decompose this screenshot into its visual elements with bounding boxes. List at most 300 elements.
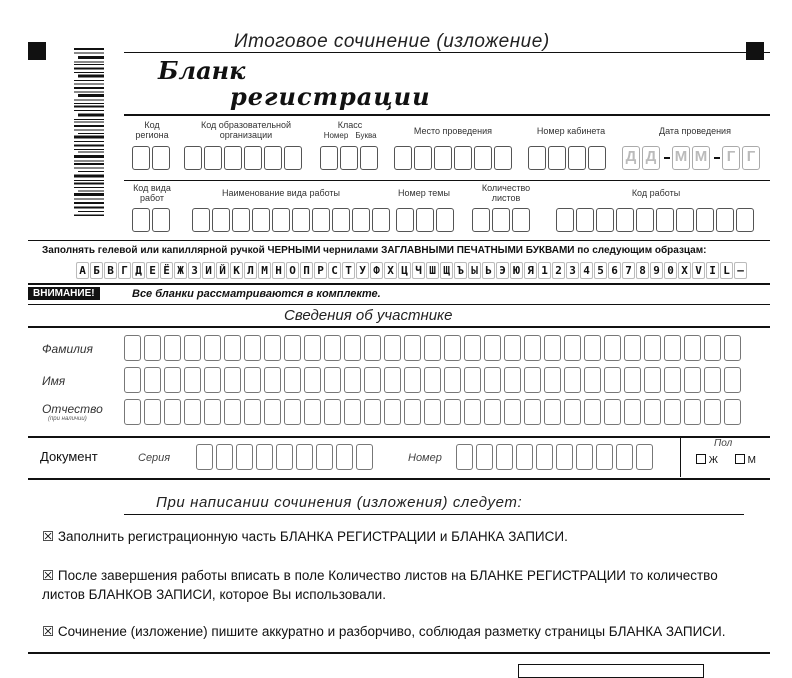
rule-text-3: Сочинение (изложение) пишите аккуратно и разборчиво, соблюдая разметку страницы БЛАНКА ЗАПИСИ. (57, 624, 726, 639)
field-cell[interactable] (132, 146, 150, 170)
topic-number-label: Номер темы (398, 188, 450, 198)
letter-cell[interactable] (684, 335, 701, 361)
barcode-bar (74, 175, 104, 178)
barcode-bar (74, 48, 104, 50)
barcode-bar (74, 87, 104, 89)
letter-cell[interactable] (316, 444, 333, 470)
field-cell[interactable] (434, 146, 452, 170)
barcode-bar (74, 53, 104, 54)
letter-cell[interactable] (564, 335, 581, 361)
letter-cell[interactable] (684, 367, 701, 393)
fields-rule (124, 180, 770, 181)
letter-cell[interactable] (564, 399, 581, 425)
sample-char: X (678, 262, 691, 279)
field-cell[interactable] (204, 146, 222, 170)
letter-cell[interactable] (244, 335, 261, 361)
barcode-bar (74, 180, 104, 181)
letter-cell[interactable] (596, 444, 613, 470)
sample-char: Н (272, 262, 285, 279)
letter-cell[interactable] (304, 399, 321, 425)
letter-cell[interactable] (484, 399, 501, 425)
letter-cell[interactable] (624, 335, 641, 361)
date-cell[interactable]: Г (722, 146, 740, 170)
letter-cell[interactable] (324, 399, 341, 425)
field-cell[interactable] (696, 208, 714, 232)
letter-cell[interactable] (256, 444, 273, 470)
sample-char: Ь (482, 262, 495, 279)
surname-cells[interactable] (124, 335, 741, 361)
barcode (74, 48, 104, 216)
gender-male-label: М (747, 455, 756, 466)
field-cell[interactable] (436, 208, 454, 232)
corner-marker-left (28, 42, 46, 60)
field-cell[interactable] (224, 146, 242, 170)
letter-cell[interactable] (204, 335, 221, 361)
attention-text: Все бланки рассматриваются в комплекте. (132, 288, 381, 300)
field-cell[interactable] (512, 208, 530, 232)
letter-cell[interactable] (276, 444, 293, 470)
letter-cell[interactable] (444, 335, 461, 361)
barcode-bar (78, 191, 104, 192)
sample-char: 0 (664, 262, 677, 279)
number-cells[interactable] (456, 444, 653, 470)
field-cell[interactable] (292, 208, 310, 232)
sample-char: В (104, 262, 117, 279)
field-cell[interactable] (360, 146, 378, 170)
barcode-bar (78, 75, 104, 78)
letter-cell[interactable] (284, 367, 301, 393)
letter-cell[interactable] (724, 335, 741, 361)
sample-char: 4 (580, 262, 593, 279)
work-kind-name-label: Наименование вида работы (221, 188, 341, 198)
letter-cell[interactable] (516, 444, 533, 470)
letter-cell[interactable] (384, 335, 401, 361)
field-cell[interactable] (212, 208, 230, 232)
field-cell[interactable] (588, 146, 606, 170)
field-cell[interactable] (736, 208, 754, 232)
rules-heading: При написании сочинения (изложения) следует: (156, 494, 523, 511)
field-cell[interactable] (352, 208, 370, 232)
heading-rule (124, 114, 770, 116)
letter-cell[interactable] (324, 367, 341, 393)
sample-char: И (202, 262, 215, 279)
letter-cell[interactable] (424, 367, 441, 393)
letter-cell[interactable] (404, 367, 421, 393)
barcode-bar (74, 136, 104, 139)
field-cell[interactable] (472, 208, 490, 232)
letter-cell[interactable] (184, 335, 201, 361)
org-code-label: Код образовательной организации (200, 120, 292, 140)
letter-cell[interactable] (296, 444, 313, 470)
letter-cell[interactable] (624, 367, 641, 393)
sample-char: 6 (608, 262, 621, 279)
letter-cell[interactable] (524, 367, 541, 393)
field-cell[interactable] (284, 146, 302, 170)
letter-cell[interactable] (364, 335, 381, 361)
field-cell[interactable] (272, 208, 290, 232)
date-cell[interactable]: Г (742, 146, 760, 170)
registration-word: регистрации (230, 82, 431, 111)
field-cell[interactable] (244, 146, 262, 170)
letter-cell[interactable] (576, 444, 593, 470)
field-cell[interactable] (372, 208, 390, 232)
date-cell[interactable]: М (672, 146, 690, 170)
sample-char: У (356, 262, 369, 279)
sample-char: 2 (552, 262, 565, 279)
place-label: Место проведения (413, 126, 493, 136)
field-cell[interactable] (192, 208, 210, 232)
barcode-bar (74, 64, 104, 65)
letter-cell[interactable] (304, 367, 321, 393)
letter-cell[interactable] (444, 399, 461, 425)
barcode-bar (74, 193, 104, 196)
barcode-bar (74, 84, 104, 85)
barcode-bar (74, 199, 104, 200)
letter-cell[interactable] (684, 399, 701, 425)
letter-cell[interactable] (544, 367, 561, 393)
field-cell[interactable] (340, 146, 358, 170)
barcode-bar (74, 103, 104, 104)
letter-cell[interactable] (636, 444, 653, 470)
work-kind-code-label: Код вида работ (133, 183, 171, 203)
field-cell[interactable] (636, 208, 654, 232)
letter-cell[interactable] (384, 399, 401, 425)
gender-female-label: Ж (708, 455, 719, 466)
sample-char: Д (132, 262, 145, 279)
barcode-bar (74, 72, 104, 73)
sample-char: Ч (412, 262, 425, 279)
letter-cell[interactable] (604, 399, 621, 425)
letter-cell[interactable] (556, 444, 573, 470)
sample-char: Я (524, 262, 537, 279)
sample-char: Ж (174, 262, 187, 279)
sample-char: К (230, 262, 243, 279)
name-cells[interactable] (124, 367, 741, 393)
letter-cell[interactable] (704, 367, 721, 393)
barcode-bar (78, 114, 104, 117)
sample-char: М (258, 262, 271, 279)
letter-cell[interactable] (284, 335, 301, 361)
room-label: Номер кабинета (536, 126, 606, 136)
sample-char: 9 (650, 262, 663, 279)
field-cell[interactable] (676, 208, 694, 232)
field-cell[interactable] (320, 146, 338, 170)
barcode-bar (78, 152, 104, 153)
sample-char: L (720, 262, 733, 279)
letter-cell[interactable] (144, 399, 161, 425)
field-cell[interactable] (396, 208, 414, 232)
sample-char: 1 (538, 262, 551, 279)
field-cell[interactable] (548, 146, 566, 170)
title-rule (124, 52, 770, 53)
barcode-bar (74, 141, 104, 142)
sample-char: Ы (468, 262, 481, 279)
sample-char: Щ (440, 262, 453, 279)
barcode-bar (74, 106, 104, 108)
date-separator (664, 157, 670, 159)
field-cell[interactable] (556, 208, 574, 232)
date-cell[interactable]: М (692, 146, 710, 170)
letter-cell[interactable] (464, 367, 481, 393)
letter-cell[interactable] (536, 444, 553, 470)
field-cell[interactable] (616, 208, 634, 232)
field-cell[interactable] (492, 208, 510, 232)
sample-char: О (286, 262, 299, 279)
barcode-bar (74, 145, 104, 147)
letter-cell[interactable] (336, 444, 353, 470)
date-cell[interactable]: Д (642, 146, 660, 170)
letter-cell[interactable] (224, 367, 241, 393)
letter-cell[interactable] (244, 399, 261, 425)
barcode-bar (74, 183, 104, 185)
letter-cell[interactable] (644, 399, 661, 425)
letter-cell[interactable] (364, 399, 381, 425)
letter-cell[interactable] (424, 335, 441, 361)
date-cell[interactable]: Д (622, 146, 640, 170)
barcode-bar (78, 56, 104, 59)
letter-cell[interactable] (204, 367, 221, 393)
field-cell[interactable] (576, 208, 594, 232)
barcode-bar (74, 100, 104, 101)
letter-cell[interactable] (264, 367, 281, 393)
letter-cell[interactable] (304, 335, 321, 361)
bottom-box (518, 664, 704, 678)
barcode-bar (74, 207, 104, 209)
sample-char: П (300, 262, 313, 279)
letter-cell[interactable] (164, 367, 181, 393)
date-label: Дата проведения (659, 126, 731, 136)
letter-cell[interactable] (704, 335, 721, 361)
letter-cell[interactable] (644, 367, 661, 393)
barcode-bar (78, 171, 104, 172)
letter-cell[interactable] (224, 399, 241, 425)
form-title: Итоговое сочинение (изложение) (234, 31, 550, 52)
letter-cell[interactable] (184, 399, 201, 425)
document-bottom-rule (28, 478, 770, 480)
letter-cell[interactable] (664, 399, 681, 425)
blank-heading (158, 58, 431, 110)
sample-char: Е (146, 262, 159, 279)
barcode-bar (74, 68, 104, 70)
check-icon: ☒ (42, 624, 55, 639)
letter-cell[interactable] (504, 335, 521, 361)
gender-label: Пол (714, 438, 733, 449)
sample-char: 7 (622, 262, 635, 279)
letter-cell[interactable] (544, 399, 561, 425)
barcode-bar (74, 80, 104, 81)
letter-cell[interactable] (664, 367, 681, 393)
field-cell[interactable] (414, 146, 432, 170)
field-cell[interactable] (596, 208, 614, 232)
letter-cell[interactable] (344, 335, 361, 361)
field-cell[interactable] (152, 208, 170, 232)
sample-char: 5 (594, 262, 607, 279)
gender-divider (680, 437, 681, 477)
letter-cell[interactable] (424, 399, 441, 425)
letter-cell[interactable] (464, 335, 481, 361)
letter-cell[interactable] (476, 444, 493, 470)
work-code-label: Код работы (631, 188, 681, 198)
field-cell[interactable] (494, 146, 512, 170)
letter-cell[interactable] (216, 444, 233, 470)
letter-cell[interactable] (124, 399, 141, 425)
document-top-rule (28, 436, 770, 438)
sample-char: Г (118, 262, 131, 279)
field-cell[interactable] (716, 208, 734, 232)
letter-cell[interactable] (124, 367, 141, 393)
barcode-bar (74, 110, 104, 111)
field-cell[interactable] (152, 146, 170, 170)
letter-cell[interactable] (264, 335, 281, 361)
letter-cell[interactable] (284, 399, 301, 425)
rule-text-1: Заполнить регистрационную часть БЛАНКА РЕГИСТРАЦИИ и БЛАНКА ЗАПИСИ. (57, 529, 568, 544)
rules-heading-rule (124, 514, 744, 515)
rule-item-1 (42, 527, 762, 546)
sample-char: Э (496, 262, 509, 279)
sample-char: Й (216, 262, 229, 279)
participant-top-rule (28, 304, 770, 305)
letter-cell[interactable] (244, 367, 261, 393)
field-cell[interactable] (416, 208, 434, 232)
sample-char: 3 (566, 262, 579, 279)
letter-cell[interactable] (464, 399, 481, 425)
field-cell[interactable] (474, 146, 492, 170)
date-separator (714, 157, 720, 159)
letter-cell[interactable] (264, 399, 281, 425)
letter-cell[interactable] (236, 444, 253, 470)
letter-cell[interactable] (624, 399, 641, 425)
letter-cell[interactable] (344, 367, 361, 393)
letter-cell[interactable] (224, 335, 241, 361)
letter-cell[interactable] (444, 367, 461, 393)
attention-rule (28, 283, 770, 285)
letter-cell[interactable] (584, 399, 601, 425)
barcode-bar (74, 92, 104, 93)
barcode-bar (74, 202, 104, 204)
field-cell[interactable] (568, 146, 586, 170)
letter-cell[interactable] (484, 367, 501, 393)
barcode-bar (78, 94, 104, 97)
sample-char: Ш (426, 262, 439, 279)
field-cell[interactable] (656, 208, 674, 232)
blank-word: Бланк (158, 56, 246, 85)
barcode-bar (78, 211, 104, 212)
letter-cell[interactable] (524, 399, 541, 425)
sample-char: С (328, 262, 341, 279)
letter-cell[interactable] (704, 399, 721, 425)
barcode-bar (78, 133, 104, 134)
sample-char: Ц (398, 262, 411, 279)
letter-cell[interactable] (364, 367, 381, 393)
letter-cell[interactable] (184, 367, 201, 393)
field-cell[interactable] (264, 146, 282, 170)
letter-cell[interactable] (404, 399, 421, 425)
letter-cell[interactable] (496, 444, 513, 470)
sample-characters (76, 262, 747, 279)
sample-char: Ю (510, 262, 523, 279)
letter-cell[interactable] (616, 444, 633, 470)
letter-cell[interactable] (204, 399, 221, 425)
rule-item-2 (42, 566, 754, 604)
field-cell[interactable] (528, 146, 546, 170)
letter-cell[interactable] (724, 367, 741, 393)
barcode-bar (74, 168, 104, 169)
field-cell[interactable] (132, 208, 150, 232)
series-cells[interactable] (196, 444, 373, 470)
gender-male-checkbox[interactable] (735, 454, 745, 464)
letter-cell[interactable] (344, 399, 361, 425)
sample-char: Л (244, 262, 257, 279)
letter-cell[interactable] (324, 335, 341, 361)
barcode-bar (74, 155, 104, 158)
letter-cell[interactable] (604, 335, 621, 361)
letter-cell[interactable] (144, 335, 161, 361)
check-icon: ☒ (42, 529, 55, 544)
letter-cell[interactable] (164, 399, 181, 425)
document-label: Документ (40, 449, 98, 464)
letter-cell[interactable] (664, 335, 681, 361)
class-label: Класс (337, 120, 363, 130)
letter-cell[interactable] (356, 444, 373, 470)
letter-cell[interactable] (504, 399, 521, 425)
letter-cell[interactable] (504, 367, 521, 393)
letter-cell[interactable] (124, 335, 141, 361)
letter-cell[interactable] (456, 444, 473, 470)
letter-cell[interactable] (604, 367, 621, 393)
surname-label: Фамилия (42, 342, 93, 356)
field-cell[interactable] (454, 146, 472, 170)
field-cell[interactable] (394, 146, 412, 170)
letter-cell[interactable] (524, 335, 541, 361)
letter-cell[interactable] (484, 335, 501, 361)
letter-cell[interactable] (584, 367, 601, 393)
letter-cell[interactable] (196, 444, 213, 470)
letter-cell[interactable] (544, 335, 561, 361)
rule-item-3 (42, 622, 762, 641)
sample-char: Ъ (454, 262, 467, 279)
barcode-bar (74, 62, 104, 63)
barcode-bar (74, 187, 104, 188)
sample-char: Р (314, 262, 327, 279)
barcode-bar (74, 163, 104, 165)
letter-cell[interactable] (724, 399, 741, 425)
patronymic-cells[interactable] (124, 399, 741, 425)
barcode-bar (74, 130, 104, 131)
field-cell[interactable] (184, 146, 202, 170)
sample-char: Ф (370, 262, 383, 279)
fill-instruction: Заполнять гелевой или капиллярной ручкой ЧЕРНЫМИ чернилами ЗАГЛАВНЫМИ ПЕЧАТНЫМИ БУКВАМИ по следующим образцам: (42, 245, 707, 256)
patronymic-note: (при наличии) (48, 416, 87, 422)
region-code-label: Код региона (135, 120, 169, 140)
letter-cell[interactable] (404, 335, 421, 361)
sample-char: Б (90, 262, 103, 279)
letter-cell[interactable] (164, 335, 181, 361)
letter-cell[interactable] (384, 367, 401, 393)
field-cell[interactable] (332, 208, 350, 232)
letter-cell[interactable] (584, 335, 601, 361)
instructions-top-rule (28, 240, 770, 241)
letter-cell[interactable] (564, 367, 581, 393)
number-label: Номер (408, 452, 442, 464)
gender-female-checkbox[interactable] (696, 454, 706, 464)
sample-char: З (188, 262, 201, 279)
letter-cell[interactable] (144, 367, 161, 393)
class-letter-label: Буква (355, 131, 377, 140)
letter-cell[interactable] (644, 335, 661, 361)
field-cell[interactable] (252, 208, 270, 232)
field-cell[interactable] (312, 208, 330, 232)
field-cell[interactable] (232, 208, 250, 232)
